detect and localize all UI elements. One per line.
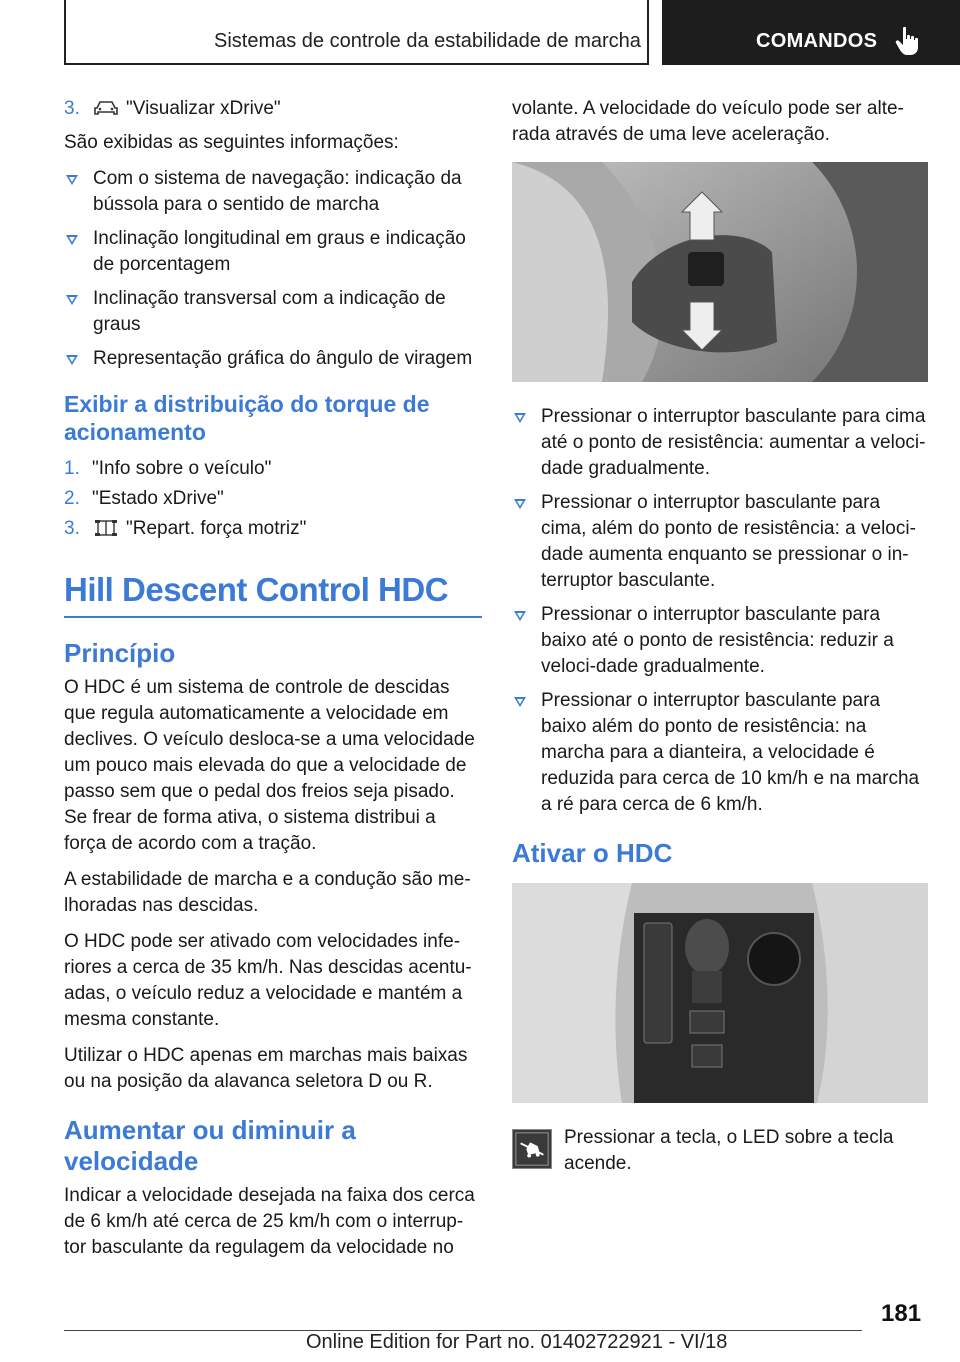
triangle-bullet-icon [66, 235, 78, 245]
triangle-bullet-icon [514, 499, 526, 509]
list-item [64, 226, 482, 278]
list-item [512, 490, 928, 594]
list-item-text: Inclinação transversal com a indicação de graus [93, 288, 446, 335]
info-list [64, 166, 482, 372]
list-item [512, 602, 928, 680]
list-item [64, 486, 482, 512]
continued-paragraph: volante. A velocidade do veículo pode ser alte‐rada através de uma leve aceleração. [512, 98, 904, 145]
switch-list [512, 404, 928, 818]
step-number: 2. [64, 488, 80, 509]
chapter-tab-label: COMANDOS [756, 30, 878, 52]
principle-paragraph: O HDC pode ser ativado com velocidades infe‐riores a cerca de 35 km/h. Nas descidas acentu‐adas, o veículo reduz a velocidade e mantém a mesma constante. [64, 931, 472, 1030]
activate-heading: Ativar o HDC [512, 838, 673, 868]
torque-steps [64, 456, 482, 542]
car-display-icon [92, 99, 120, 117]
left-column [64, 96, 482, 1271]
step-text: "Info sobre o veículo" [92, 458, 272, 479]
triangle-bullet-icon [514, 697, 526, 707]
step-text: "Visualizar xDrive" [126, 98, 281, 119]
list-item [64, 346, 482, 372]
principle-paragraph: A estabilidade de marcha e a condução são me‐lhoradas nas descidas. [64, 869, 471, 916]
hdc-button-step [512, 1125, 928, 1177]
hdc-button-icon [512, 1129, 552, 1169]
triangle-bullet-icon [66, 355, 78, 365]
page-number: 181 [881, 1300, 922, 1327]
speed-heading: Aumentar ou diminuir a velocidade [64, 1115, 356, 1176]
triangle-bullet-icon [66, 175, 78, 185]
right-column [512, 96, 928, 1187]
list-item-text: Com o sistema de navegação: indicação da bússola para o sentido de marcha [93, 168, 462, 215]
principle-heading: Princípio [64, 638, 176, 668]
step-text: "Repart. força motriz" [126, 518, 307, 539]
info-intro: São exibidas as seguintes informações: [64, 132, 399, 153]
step-number: 1. [64, 458, 80, 479]
list-item [64, 516, 482, 542]
list-item [64, 96, 482, 122]
step-number: 3. [64, 98, 80, 119]
torque-split-icon [92, 519, 120, 537]
torque-heading: Exibir a distribuição do torque de acionamento [64, 391, 430, 445]
hdc-heading: Hill Descent Control HDC [64, 571, 449, 608]
list-item [512, 404, 928, 482]
step-text: "Estado xDrive" [92, 488, 224, 509]
xdrive-step [64, 96, 482, 122]
list-item [64, 456, 482, 482]
list-item [512, 688, 928, 818]
list-item-text: Inclinação longitudinal em graus e indicação de porcentagem [93, 228, 466, 275]
speed-paragraph: Indicar a velocidade desejada na faixa dos cerca de 6 km/h até cerca de 25 km/h com o interrup‐tor basculante da regulagem da velocidade no [64, 1185, 475, 1258]
list-item [64, 286, 482, 338]
center-console-illustration [512, 883, 928, 1103]
step-number: 3. [64, 518, 80, 539]
steering-switch-photo [512, 162, 928, 382]
list-item-text: Pressionar o interruptor basculante para baixo além do ponto de resistência: na marcha para a dianteira, a velocidade é reduzida para cerca de 10 km/h e na marcha a ré para cerca de 6 km/h. [541, 690, 920, 815]
list-item [64, 166, 482, 218]
triangle-bullet-icon [514, 611, 526, 621]
principle-paragraph: O HDC é um sistema de controle de descidas que regula automaticamente a velocidade em declives. O veículo desloca-se a uma velocidade um pouco mais elevada do que a velocidade de passo sem que o pedal dos freios seja pisado. Se frear de forma ativa, o sistema distribui a força de acordo com a tração. [64, 677, 475, 854]
steering-wheel-illustration [512, 162, 928, 382]
heading-rule [64, 616, 482, 618]
principle-paragraph: Utilizar o HDC apenas em marchas mais baixas ou na posição da alavanca seletora D ou R. [64, 1045, 468, 1092]
list-item-text: Pressionar o interruptor basculante para baixo até o ponto de resistência: reduzir a veloci‐dade gradualmente. [541, 604, 894, 677]
triangle-bullet-icon [66, 295, 78, 305]
list-item-text: Representação gráfica do ângulo de viragem [93, 348, 473, 369]
list-item-text: Pressionar o interruptor basculante para cima, além do ponto de resistência: a veloci‐dade aumenta enquanto se pressionar o in‐terruptor basculante. [541, 492, 916, 591]
edition-text: Online Edition for Part no. 01402722921 - VI/18 [306, 1331, 728, 1353]
pointing-hand-icon [894, 26, 922, 56]
led-text: Pressionar a tecla, o LED sobre a tecla acende. [564, 1127, 894, 1174]
list-item-text: Pressionar o interruptor basculante para cima até o ponto de resistência: aumentar a veloci‐dade gradualmente. [541, 406, 926, 479]
section-title: Sistemas de controle da estabilidade de marcha [214, 30, 641, 52]
center-console-photo [512, 883, 928, 1103]
triangle-bullet-icon [514, 413, 526, 423]
